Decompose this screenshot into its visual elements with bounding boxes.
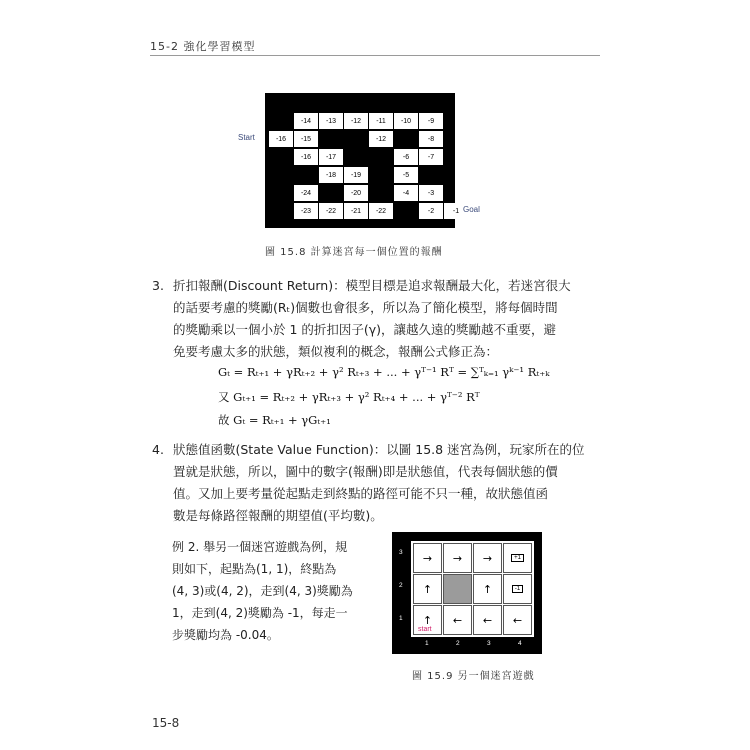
grid-cell: ↑ — [413, 574, 442, 604]
maze-cell: -8 — [419, 131, 443, 147]
item-3-line: 免要考慮太多的狀態，類似複利的概念，報酬公式修正為： — [173, 344, 499, 359]
item-3-line: 的話要考慮的獎勵(Rₜ)個數也會很多，所以為了簡化模型，將每個時間 — [173, 300, 558, 315]
maze-cell: -10 — [394, 113, 418, 129]
figure-caption-15-9: 圖 15.9 另一個迷宮遊戲 — [412, 671, 535, 682]
reward-box: +1 — [511, 554, 524, 562]
maze-cell: -22 — [369, 203, 393, 219]
maze-cell: -23 — [294, 203, 318, 219]
grid-start-label: start — [418, 626, 432, 633]
page-number: 15-8 — [152, 716, 180, 730]
maze-cell: -22 — [319, 203, 343, 219]
item-3-line: 的獎勵乘以一個小於 1 的折扣因子(γ)，讓越久遠的獎勵越不重要，避 — [173, 322, 557, 337]
maze-cell: -12 — [369, 131, 393, 147]
formula-return: Gₜ = Rₜ₊₁ + γRₜ₊₂ + γ² Rₜ₊₃ + ... + γᵀ⁻¹ Rᵀ = ∑ᵀₖ₌₁ γᵏ⁻¹ Rₜ₊ₖ — [218, 365, 550, 379]
maze-cell: -6 — [394, 149, 418, 165]
maze-cell: -17 — [319, 149, 343, 165]
grid-figure-15-9 — [411, 541, 534, 637]
running-header: 15-2 強化學習模型 — [150, 40, 256, 53]
maze-cell: -16 — [269, 131, 293, 147]
maze-cell: -12 — [344, 113, 368, 129]
maze-cell: -3 — [419, 185, 443, 201]
row-label: 3 — [399, 549, 403, 556]
formula-next-return: 又 Gₜ₊₁ = Rₜ₊₂ + γRₜ₊₃ + γ² Rₜ₊₄ + ... + γᵀ⁻² Rᵀ — [218, 390, 480, 404]
maze-cell: -20 — [344, 185, 368, 201]
header-rule — [150, 55, 600, 56]
maze-cell: -14 — [294, 113, 318, 129]
maze-cell: -1 — [444, 203, 468, 219]
item-4-number: 4. — [152, 442, 164, 457]
item-4-line: 數是每條路徑報酬的期望值(平均數)。 — [173, 508, 383, 523]
grid-cell — [503, 574, 532, 604]
maze-cell: -24 — [294, 185, 318, 201]
col-label: 4 — [518, 640, 522, 647]
grid-cell: ↑ — [473, 574, 502, 604]
grid-cell — [503, 543, 532, 573]
maze-figure-15-8 — [265, 93, 460, 228]
row-label: 2 — [399, 582, 403, 589]
maze-cell: -2 — [419, 203, 443, 219]
maze-cell: -16 — [294, 149, 318, 165]
maze-cell: -9 — [419, 113, 443, 129]
grid-cell: → — [473, 543, 502, 573]
grid-wall-cell — [443, 574, 472, 604]
col-label: 2 — [456, 640, 460, 647]
item-4-line: 置就是狀態，所以，圖中的數字(報酬)即是狀態值，代表每個狀態的價 — [173, 464, 558, 479]
example-line: 則如下，起點為(1, 1)，終點為 — [172, 562, 337, 576]
grid-cell: ← — [473, 605, 502, 635]
item-3-paragraph — [152, 275, 602, 363]
example-line: 例 2. 舉另一個迷宮遊戲為例，規 — [172, 540, 348, 554]
grid-cell: ↑ — [413, 605, 442, 635]
item-3-line: 折扣報酬(Discount Return)：模型目標是追求報酬最大化，若迷宮很大 — [173, 278, 571, 293]
maze-goal-label: Goal — [463, 205, 480, 214]
maze-cell: -18 — [319, 167, 343, 183]
example-line: (4, 3)或(4, 2)，走到(4, 3)獎勵為 — [172, 584, 353, 598]
figure-caption-15-8: 圖 15.8 計算迷宮每一個位置的報酬 — [265, 247, 443, 258]
maze-start-label: Start — [238, 133, 255, 142]
item-4-paragraph — [152, 439, 602, 527]
grid-cell: ← — [503, 605, 532, 635]
formula-recursive: 故 Gₜ = Rₜ₊₁ + γGₜ₊₁ — [218, 413, 331, 427]
maze-cell: -7 — [419, 149, 443, 165]
grid-cell: → — [413, 543, 442, 573]
grid-cell: → — [443, 543, 472, 573]
item-3-number: 3. — [152, 278, 164, 293]
maze-cell: -21 — [344, 203, 368, 219]
example-2-paragraph — [172, 536, 372, 646]
maze-cell: -11 — [369, 113, 393, 129]
item-4-line: 狀態值函數(State Value Function)：以圖 15.8 迷宮為例，玩家所在的位 — [173, 442, 585, 457]
maze-cell: -19 — [344, 167, 368, 183]
reward-box: -1 — [512, 585, 523, 593]
row-label: 1 — [399, 615, 403, 622]
item-4-line: 值。又加上要考量從起點走到終點的路徑可能不只一種，故狀態值函 — [173, 486, 549, 501]
maze-cell: -4 — [394, 185, 418, 201]
maze-cell: -5 — [394, 167, 418, 183]
maze-cell: -13 — [319, 113, 343, 129]
example-line: 步獎勵均為 -0.04。 — [172, 628, 279, 642]
example-line: 1，走到(4, 2)獎勵為 -1，每走一 — [172, 606, 348, 620]
grid-cell: ← — [443, 605, 472, 635]
col-label: 3 — [487, 640, 491, 647]
col-label: 1 — [425, 640, 429, 647]
maze-cell: -15 — [294, 131, 318, 147]
